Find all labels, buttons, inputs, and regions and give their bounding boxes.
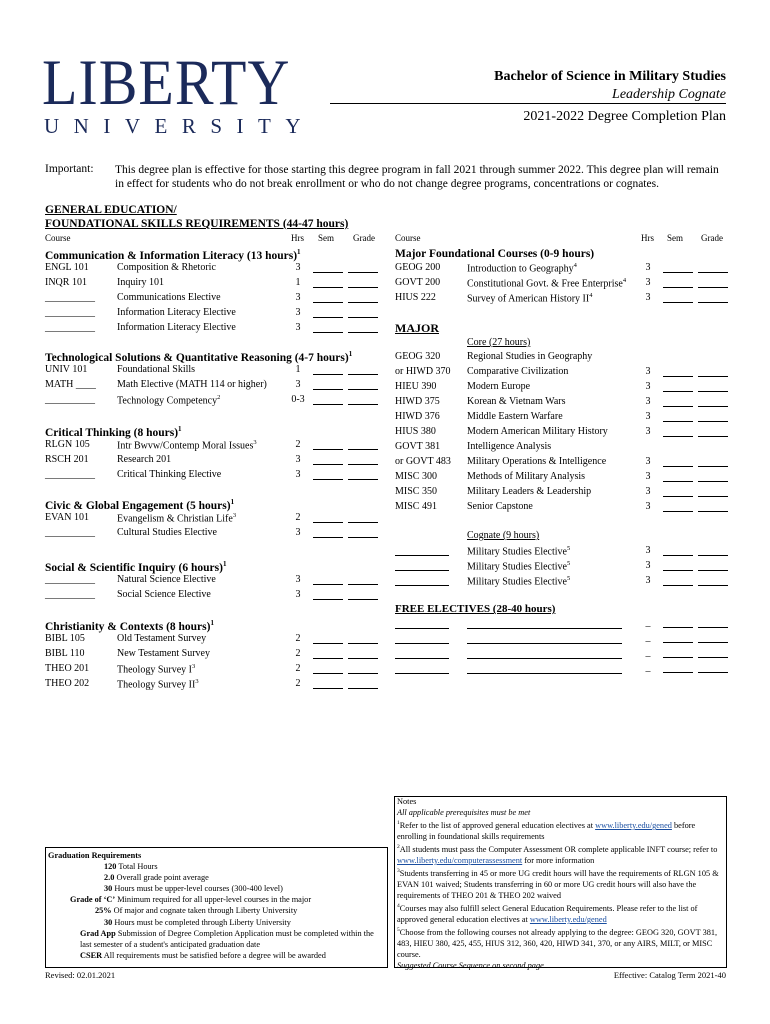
- course-code: __________: [45, 307, 95, 318]
- elective-course-field[interactable]: [395, 619, 449, 629]
- gen-ed-section-title: Technological Solutions & Quantitative Reasoning (4-7 hours)$^1$: [45, 350, 353, 364]
- course-hours: 3: [645, 277, 651, 288]
- course-code: HIUS 380: [395, 426, 436, 437]
- course-name: Foundational Skills: [117, 364, 196, 375]
- course-hours: 2: [295, 633, 301, 644]
- gen-ed-section-title: Critical Thinking (8 hours)$^1$: [45, 425, 182, 439]
- course-name: Math Elective (MATH 114 or higher): [117, 379, 267, 390]
- semester-field[interactable]: [663, 398, 693, 407]
- course-hours: 3: [295, 454, 301, 465]
- grade-field[interactable]: [348, 279, 378, 288]
- course-sequence-note: Suggested Course Sequence on second page: [397, 961, 544, 971]
- course-name: Inquiry 101: [117, 277, 164, 288]
- grade-field[interactable]: [698, 383, 728, 392]
- semester-field[interactable]: [663, 488, 693, 497]
- gen-ed-heading-line2: FOUNDATIONAL SKILLS REQUIREMENTS (44-47 hours): [45, 218, 349, 230]
- course-name: Technology Competency$^2$: [117, 394, 221, 407]
- free-electives-title: FREE ELECTIVES (28-40 hours): [395, 603, 556, 615]
- col-course: Course: [45, 233, 71, 243]
- course-code: HIWD 375: [395, 396, 440, 407]
- semester-field[interactable]: [663, 428, 693, 437]
- grade-field[interactable]: [348, 635, 378, 644]
- logo-subtitle: UNIVERSITY: [44, 114, 315, 138]
- semester-field[interactable]: [663, 383, 693, 392]
- grade-field[interactable]: [698, 547, 728, 556]
- grade-field[interactable]: [348, 264, 378, 273]
- semester-field[interactable]: [313, 529, 343, 538]
- degree-title: Bachelor of Science in Military Studies: [494, 69, 726, 84]
- semester-field[interactable]: [313, 680, 343, 689]
- semester-field[interactable]: [313, 471, 343, 480]
- elective-hours: _: [645, 647, 651, 658]
- grad-requirement: Grade of ‘C’ Minimum required for all upper-level courses in the major: [70, 895, 312, 905]
- gened-link-2[interactable]: www.liberty.edu/gened: [529, 915, 607, 924]
- course-code: HIWD 376: [395, 411, 440, 422]
- grade-field[interactable]: [348, 576, 378, 585]
- logo-wordmark: LIBERTY: [42, 45, 291, 119]
- course-name: Information Literacy Elective: [117, 322, 236, 333]
- revised-date: Revised: 02.01.2021: [45, 970, 116, 980]
- semester-field[interactable]: [663, 294, 693, 303]
- course-code: MISC 350: [395, 486, 437, 497]
- course-code: GOVT 381: [395, 441, 441, 452]
- semester-field[interactable]: [663, 368, 693, 377]
- course-hours: 3: [645, 575, 651, 586]
- semester-field[interactable]: [313, 650, 343, 659]
- course-hours: 3: [645, 501, 651, 512]
- grade-field[interactable]: [698, 413, 728, 422]
- semester-field[interactable]: [663, 664, 693, 673]
- course-name: Military Operations & Intelligence: [467, 456, 607, 467]
- course-code: EVAN 101: [45, 512, 89, 523]
- important-text: This degree plan is effective for those starting this degree program in fall 2021 through summer 2022. This degree plan will remain in effect for students who do not break enrollment or who do not change degree programs, concentrations or cognates.: [115, 164, 719, 190]
- elective-name-field[interactable]: [467, 649, 622, 659]
- course-hours: 3: [645, 366, 651, 377]
- semester-field[interactable]: [313, 264, 343, 273]
- semester-field[interactable]: [313, 366, 343, 375]
- course-hours: 2: [295, 439, 301, 450]
- grade-field[interactable]: [698, 503, 728, 512]
- semester-field[interactable]: [663, 473, 693, 482]
- elective-hours: _: [645, 632, 651, 643]
- core-title: Core (27 hours): [467, 337, 531, 348]
- elective-name-field[interactable]: [467, 619, 622, 629]
- grade-field[interactable]: [698, 664, 728, 673]
- gen-ed-section-title: Social & Scientific Inquiry (6 hours)$^1$: [45, 560, 227, 574]
- course-code: __________: [45, 527, 95, 538]
- course-name: Senior Capstone: [467, 501, 533, 512]
- graduation-requirements: [48, 850, 386, 961]
- course-name: Old Testament Survey: [117, 633, 207, 644]
- course-hours: 0-3: [291, 394, 305, 405]
- gen-ed-section-title: Civic & Global Engagement (5 hours)$^1$: [45, 498, 235, 512]
- semester-field[interactable]: [313, 456, 343, 465]
- semester-field[interactable]: [663, 279, 693, 288]
- semester-field[interactable]: [313, 665, 343, 674]
- course-name: Cultural Studies Elective: [117, 527, 217, 538]
- grade-field[interactable]: [348, 366, 378, 375]
- course-hours: 3: [295, 307, 301, 318]
- notes-title: Notes: [397, 797, 417, 806]
- semester-field[interactable]: [313, 441, 343, 450]
- course-code: GOVT 200: [395, 277, 441, 288]
- course-hours: 2: [295, 512, 301, 523]
- col-grade: Grade: [353, 233, 375, 243]
- course-name: Survey of American History $II^4$: [467, 292, 593, 305]
- note-2: $^2$All students must pass the Computer Assessment OR complete applicable INFT course; refer to www.liberty.edu/computerassessment for more information: [397, 844, 718, 865]
- course-code: or HIWD 370: [395, 366, 451, 377]
- grade-field[interactable]: [698, 428, 728, 437]
- grad-requirement: 30 Hours must be completed through Liberty University: [104, 917, 291, 927]
- note-5: $^5$Choose from the following courses not already applying to the degree: GEOG 320, GOVT 381, 483, HIEU 380, 425, 455, HIUS 312, 360, 420, HIWD 341, 370, or any AIRS, MILT, or MISC course.: [397, 927, 718, 960]
- course-name: Information Literacy Elective: [117, 307, 236, 318]
- course-name: Military Leaders & Leadership: [467, 486, 592, 497]
- grade-field[interactable]: [698, 398, 728, 407]
- semester-field[interactable]: [663, 547, 693, 556]
- semester-field[interactable]: [663, 503, 693, 512]
- cognate-course-field[interactable]: [395, 576, 449, 586]
- semester-field[interactable]: [663, 577, 693, 586]
- course-code: __________: [45, 322, 95, 333]
- course-code: __________: [45, 292, 95, 303]
- course-name: New Testament Survey: [117, 648, 210, 659]
- col-hrs: Hrs: [291, 233, 304, 243]
- course-hours: 3: [645, 560, 651, 571]
- course-name: Middle Eastern Warfare: [467, 411, 563, 422]
- grade-field[interactable]: [698, 458, 728, 467]
- grade-field[interactable]: [698, 619, 728, 628]
- col-sem: Sem: [318, 233, 335, 243]
- grade-field[interactable]: [348, 396, 378, 405]
- grade-field[interactable]: [348, 381, 378, 390]
- course-code: THEO 201: [45, 663, 90, 674]
- course-name: Evangelism & Christian Life$^3$: [117, 512, 237, 525]
- grade-field[interactable]: [348, 471, 378, 480]
- course-name: Military Studies Elective$^5$: [467, 560, 571, 573]
- grade-field[interactable]: [348, 514, 378, 523]
- course-code: MISC 300: [395, 471, 437, 482]
- course-code: HIEU 390: [395, 381, 437, 392]
- col-grade-right: Grade: [701, 233, 723, 243]
- course-hours: 3: [295, 292, 301, 303]
- grade-field[interactable]: [348, 665, 378, 674]
- course-hours: 3: [645, 396, 651, 407]
- elective-course-field[interactable]: [395, 649, 449, 659]
- course-hours: 2: [295, 678, 301, 689]
- grade-field[interactable]: [698, 488, 728, 497]
- gen-ed-heading: [45, 203, 348, 231]
- semester-field[interactable]: [313, 279, 343, 288]
- course-code: GEOG 320: [395, 351, 441, 362]
- course-hours: 2: [295, 663, 301, 674]
- plan-title: 2021-2022 Degree Completion Plan: [523, 109, 726, 124]
- course-hours: 3: [645, 426, 651, 437]
- elective-hours: _: [645, 617, 651, 628]
- course-code: GEOG 200: [395, 262, 441, 273]
- course-code: RLGN 105: [45, 439, 90, 450]
- course-name: Intelligence Analysis: [467, 441, 552, 452]
- semester-field[interactable]: [313, 591, 343, 600]
- semester-field[interactable]: [663, 264, 693, 273]
- course-code: RSCH 201: [45, 454, 89, 465]
- course-code: __________: [45, 574, 95, 585]
- semester-field[interactable]: [313, 324, 343, 333]
- col-sem-right: Sem: [667, 233, 684, 243]
- elective-name-field[interactable]: [467, 664, 622, 674]
- course-hours: 3: [295, 589, 301, 600]
- elective-course-field[interactable]: [395, 634, 449, 644]
- semester-field[interactable]: [313, 635, 343, 644]
- course-hours: 3: [645, 292, 651, 303]
- cognate-course-field[interactable]: [395, 561, 449, 571]
- semester-field[interactable]: [313, 576, 343, 585]
- course-hours: 3: [295, 469, 301, 480]
- elective-hours: _: [645, 662, 651, 673]
- course-code: __________: [45, 394, 95, 405]
- course-hours: 3: [295, 322, 301, 333]
- semester-field[interactable]: [663, 619, 693, 628]
- elective-course-field[interactable]: [395, 664, 449, 674]
- course-name: Methods of Military Analysis: [467, 471, 586, 482]
- major-title: MAJOR: [395, 321, 439, 335]
- course-code: HIUS 222: [395, 292, 436, 303]
- course-code: ENGL 101: [45, 262, 89, 273]
- grade-field[interactable]: [348, 680, 378, 689]
- grade-field[interactable]: [698, 634, 728, 643]
- grade-field[interactable]: [348, 650, 378, 659]
- important-label: Important:: [45, 163, 94, 175]
- grade-field[interactable]: [698, 649, 728, 658]
- course-hours: 1: [295, 364, 301, 375]
- grade-field[interactable]: [348, 309, 378, 318]
- col-course-right: Course: [395, 233, 421, 243]
- elective-name-field[interactable]: [467, 634, 622, 644]
- effective-term: Effective: Catalog Term 2021-40: [613, 970, 726, 980]
- course-hours: 3: [645, 471, 651, 482]
- grade-field[interactable]: [348, 294, 378, 303]
- course-name: Theology Survey $II^3$: [117, 678, 199, 691]
- course-name: Theology Survey $I^3$: [117, 663, 196, 676]
- course-hours: 3: [295, 574, 301, 585]
- course-code: THEO 202: [45, 678, 90, 689]
- course-hours: 3: [645, 381, 651, 392]
- note-1: $^1$Refer to the list of approved general education electives at www.liberty.edu/gened before enrolling in foundational skills requirements: [397, 820, 696, 842]
- course-hours: 3: [645, 411, 651, 422]
- course-code: MISC 491: [395, 501, 437, 512]
- semester-field[interactable]: [313, 396, 343, 405]
- course-name: Military Studies Elective$^5$: [467, 575, 571, 588]
- course-code: UNIV 101: [45, 364, 88, 375]
- grad-requirement: 30 Hours must be upper-level courses (300-400 level): [104, 884, 283, 894]
- course-name: Regional Studies in Geography: [467, 351, 593, 362]
- course-code: BIBL 105: [45, 633, 85, 644]
- course-hours: 3: [295, 527, 301, 538]
- grade-field[interactable]: [698, 577, 728, 586]
- grade-field[interactable]: [698, 294, 728, 303]
- major-foundational-title: Major Foundational Courses (0-9 hours): [395, 248, 595, 260]
- grade-field[interactable]: [698, 473, 728, 482]
- course-name: Intr Bwvw/Contemp Moral Issues$^3$: [117, 439, 257, 452]
- course-name: Critical Thinking Elective: [117, 469, 222, 480]
- col-hrs-right: Hrs: [641, 233, 654, 243]
- course-name: Introduction to Geography$^4$: [467, 262, 577, 275]
- cognate-title: Leadership Cognate: [612, 87, 726, 102]
- gened-link[interactable]: www.liberty.edu/gened: [595, 820, 672, 830]
- course-code: __________: [45, 589, 95, 600]
- course-name: Research 201: [117, 454, 172, 465]
- course-code: INQR 101: [45, 277, 87, 288]
- course-name: Constitutional Govt. & Free Enterprise$^4$: [467, 277, 627, 290]
- grade-field[interactable]: [698, 264, 728, 273]
- cognate-section-title: Cognate (9 hours): [467, 530, 540, 541]
- grade-field[interactable]: [348, 591, 378, 600]
- course-code: MATH ____: [45, 379, 96, 390]
- course-hours: 3: [645, 486, 651, 497]
- course-name: Social Science Elective: [117, 589, 211, 600]
- course-code: __________: [45, 469, 95, 480]
- notes-prereq: All applicable prerequisites must be met: [397, 808, 531, 818]
- semester-field[interactable]: [313, 294, 343, 303]
- notes: [397, 796, 727, 971]
- course-hours: 1: [295, 277, 301, 288]
- course-name: Korean & Vietnam Wars: [467, 396, 566, 407]
- semester-field[interactable]: [313, 514, 343, 523]
- note-3: $^3$Students transferring in 45 or more UG credit hours will have the requirements of RLGN 105 & EVAN 101 waived; Students transferring in 60 or more UG credit hours will also have the requirements of THEO 201 & THEO 202 waived: [397, 868, 719, 901]
- course-hours: 3: [295, 379, 301, 390]
- gen-ed-section-title: Christianity & Contexts (8 hours)$^1$: [45, 619, 214, 633]
- semester-field[interactable]: [663, 562, 693, 571]
- course-name: Military Studies Elective$^5$: [467, 545, 571, 558]
- grade-field[interactable]: [348, 456, 378, 465]
- note-4: $^4$Courses may also fulfill select General Education Requirements. Please refer to the list of approved general education electives at www.liberty.edu/gened: [397, 903, 698, 924]
- semester-field[interactable]: [663, 458, 693, 467]
- course-hours: 3: [645, 545, 651, 556]
- grade-field[interactable]: [698, 368, 728, 377]
- semester-field[interactable]: [663, 413, 693, 422]
- course-name: Modern Europe: [467, 381, 531, 392]
- grad-requirement: CSER All requirements must be satisfied before a degree will be awarded: [80, 950, 326, 960]
- semester-field[interactable]: [313, 381, 343, 390]
- header-divider: [330, 103, 726, 104]
- course-hours: 3: [645, 262, 651, 273]
- course-code: or GOVT 483: [395, 456, 451, 467]
- course-name: Modern American Military History: [467, 426, 608, 437]
- grade-field[interactable]: [348, 529, 378, 538]
- cognate-course-field[interactable]: [395, 546, 449, 556]
- grad-requirement: 2.0 Overall grade point average: [104, 873, 209, 883]
- course-name: Comparative Civilization: [467, 366, 569, 377]
- computer-assessment-link[interactable]: www.liberty.edu/computerassessment: [397, 856, 523, 865]
- gen-ed-section-title: Communication & Information Literacy (13 hours)$^1$: [45, 248, 301, 262]
- semester-field[interactable]: [313, 309, 343, 318]
- grade-field[interactable]: [348, 441, 378, 450]
- gen-ed-heading-line1: GENERAL EDUCATION/: [45, 204, 177, 216]
- grad-title: Graduation Requirements: [48, 851, 142, 860]
- grad-requirement: Grad App Submission of Degree Completion Application must be completed within the last semester of a student's anticipated graduation date: [80, 928, 374, 949]
- grade-field[interactable]: [348, 324, 378, 333]
- course-hours: 3: [295, 262, 301, 273]
- semester-field[interactable]: [663, 649, 693, 658]
- semester-field[interactable]: [663, 634, 693, 643]
- grade-field[interactable]: [698, 562, 728, 571]
- grad-requirement: 120 Total Hours: [104, 862, 158, 872]
- course-hours: 2: [295, 648, 301, 659]
- grade-field[interactable]: [698, 279, 728, 288]
- course-name: Natural Science Elective: [117, 574, 216, 585]
- course-code: BIBL 110: [45, 648, 85, 659]
- course-name: Communications Elective: [117, 292, 221, 303]
- course-name: Composition & Rhetoric: [117, 262, 216, 273]
- grad-requirement: 25% Of major and cognate taken through Liberty University: [95, 906, 298, 916]
- course-hours: 3: [645, 456, 651, 467]
